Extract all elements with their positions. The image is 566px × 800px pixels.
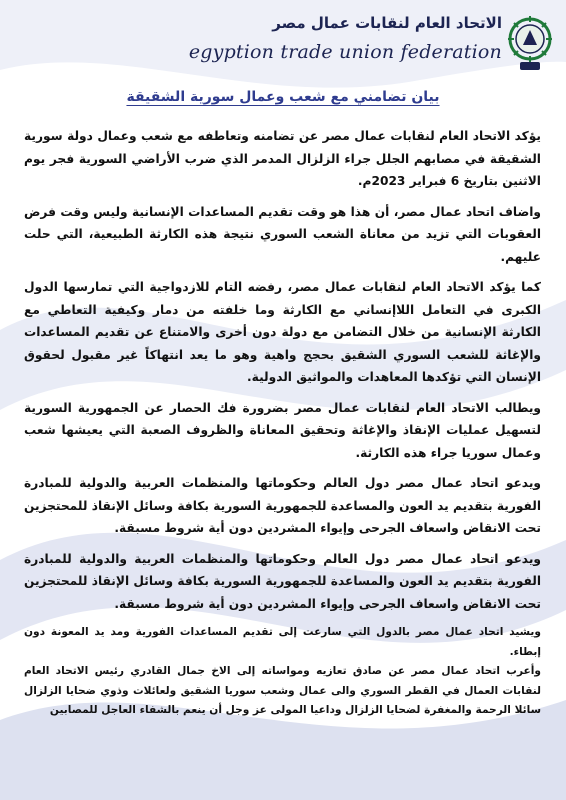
paragraph: واضاف اتحاد عمال مصر، أن هذا هو وقت تقديم المساعدات الإنسانية وليس وقت فرض العقوبات التي تزيد من معاناة الشعب السوري نتيجة هذه الكارثة الطبيعية، التي حلت عليهم. xyxy=(24,204,541,264)
union-emblem-icon xyxy=(508,14,552,72)
closing-paragraph: وأعرب اتحاد عمال مصر عن صادق تعازيه ومواساته إلى الاخ جمال القادري رئيس الاتحاد العام لنقابات العمال في القطر السوري والى عمال وشعب سوريا الشقيق ولعائلات وذوي ضحايا الزلزال سائلا الرحمة والمغفرة لضحايا الزلزال وداعيا المولى عز وجل أن ينعم بالشفاء العاجل للمصابين xyxy=(24,665,541,716)
paragraph: كما يؤكد الاتحاد العام لنقابات عمال مصر، رفضه التام للازدواجية التي تمارسها الدول الكبرى في التعامل اللاإنساني مع الكارثة وما خلفته من دمار وكيفية التعاطي مع الكارثة الإنسانية من خلال التضامن مع دولة دون أخرى والامتناع عن تقديم المساعدات والإغاثة للشعب السوري الشقيق بحجج واهية وهو ما يعد انتهاكاً غير مقبول لحقوق الإنسان التي تؤكدها المعاهدات والمواثيق الدولية. xyxy=(24,280,541,384)
letterhead xyxy=(0,8,566,78)
paragraph: يؤكد الاتحاد العام لنقابات عمال مصر عن تضامنه وتعاطفه مع شعب وعمال دولة سورية الشقيقة في مصابهم الجلل جراء الزلزال المدمر الذي ضرب الأراضي السورية فجر يوم الاثنين بتاريخ 6 فبراير 2023م. xyxy=(24,129,541,188)
organization-name-english: egyption trade union federation xyxy=(188,41,502,63)
document-title: بيان تضامني مع شعب وعمال سورية الشقيقة xyxy=(126,89,440,105)
paragraph: ويدعو اتحاد عمال مصر دول العالم وحكوماتها والمنظمات العربية والدولية للمبادرة الفورية بتقديم يد العون والمساعدة للجمهورية السورية بكافة وسائل الإنقاذ للمحتجزين تحت الانقاض واسعاف الجرحى وإيواء المشردين دون أية شروط مسبقة. xyxy=(24,476,541,535)
paragraph: ويطالب الاتحاد العام لنقابات عمال مصر بضرورة فك الحصار عن الجمهورية السورية لتسهيل عمليات الإنقاذ والإغاثة وتحقيق المعاناة والظروف الصعبة التي يعيشها شعب وعمال سوريا جراء هذه الكارثة. xyxy=(24,400,541,460)
closing-paragraph: ويشيد اتحاد عمال مصر بالدول التي سارعت إلى تقديم المساعدات الفورية ومد يد المعونة دون إبطاء. xyxy=(24,626,541,658)
paragraph: ويدعو اتحاد عمال مصر دول العالم وحكوماتها والمنظمات العربية والدولية للمبادرة الفورية بتقديم يد العون والمساعدة للجمهورية السورية بكافة وسائل الإنقاذ للمحتجزين تحت الانقاض واسعاف الجرحى وإيواء المشردين دون أية شروط مسبقة. xyxy=(24,551,541,611)
document-body xyxy=(24,125,541,721)
organization-name-arabic: الاتحاد العام لنقابات عمال مصر xyxy=(272,14,502,32)
